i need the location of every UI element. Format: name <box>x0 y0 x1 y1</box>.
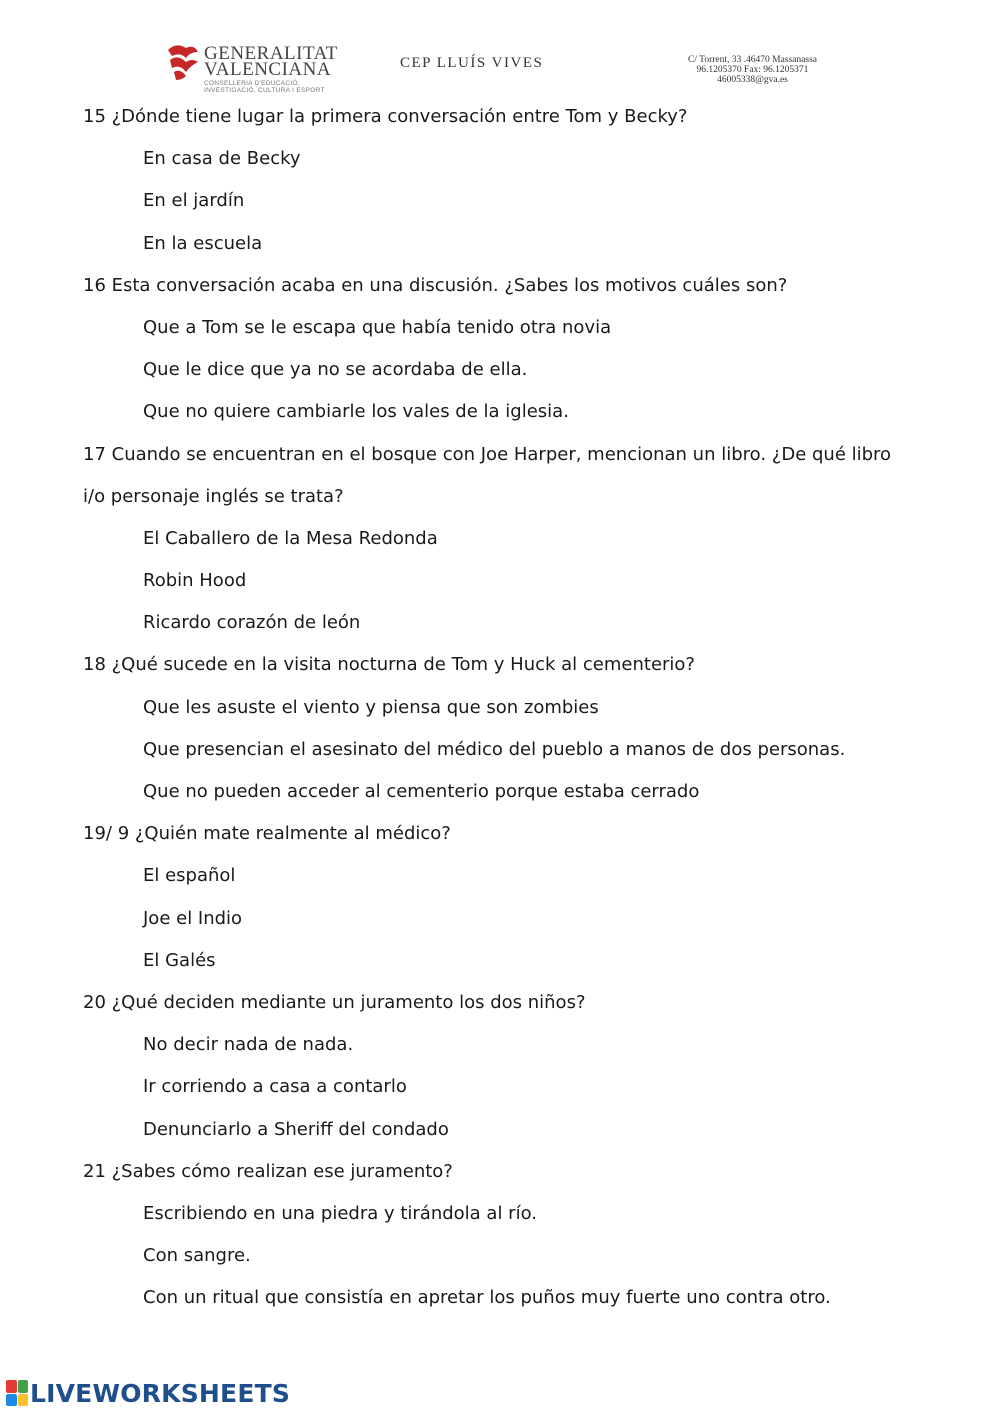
answer-option[interactable]: Que no quiere cambiarle los vales de la iglesia. <box>143 401 569 423</box>
question-20: 20 ¿Qué deciden mediante un juramento los dos niños? <box>83 991 586 1013</box>
answer-option[interactable]: Robin Hood <box>143 570 247 592</box>
answer-option[interactable]: Escribiendo en una piedra y tirándola al río. <box>143 1202 538 1224</box>
address-line: C/ Torrent, 33 .46470 Massanassa <box>688 55 817 65</box>
liveworksheets-footer <box>6 1378 290 1408</box>
generalitat-emblem-icon <box>164 42 202 82</box>
answer-option[interactable]: El Galés <box>143 949 216 971</box>
answer-option[interactable]: Que no pueden acceder al cementerio porque estaba cerrado <box>143 781 700 802</box>
badge-square-icon <box>6 1380 17 1393</box>
phone-line: 96.1205370 Fax: 96.1205371 <box>696 65 809 75</box>
answer-option[interactable]: Ir corriendo a casa a contarlo <box>143 1076 407 1098</box>
logo-sub2: INVESTIGACIÓ, CULTURA I ESPORT <box>204 87 325 94</box>
liveworksheets-logo-icon <box>6 1380 28 1406</box>
answer-option[interactable]: Denunciarlo a Sheriff del condado <box>143 1118 449 1140</box>
answer-option[interactable]: El español <box>143 865 236 887</box>
question-19: 19/ 9 ¿Quién mate realmente al médico? <box>83 823 451 845</box>
answer-option[interactable]: Que les asuste el viento y piensa que son zombies <box>143 696 599 718</box>
logo-sub1: CONSELLERIA D'EDUCACIÓ, <box>204 80 300 87</box>
liveworksheets-brand: LIVEWORKSHEETS <box>30 1378 291 1408</box>
email-line: 46005338@gva.es <box>717 75 788 85</box>
school-name: CEP LLUÍS VIVES <box>400 55 544 71</box>
badge-square-icon <box>18 1394 29 1407</box>
question-17: 17 Cuando se encuentran en el bosque con Joe Harper, mencionan un libro. ¿De qué libro <box>83 443 892 465</box>
answer-option[interactable]: Con sangre. <box>143 1245 251 1267</box>
badge-square-icon <box>18 1380 29 1393</box>
logo-line2: VALENCIANA <box>204 59 332 80</box>
answer-option[interactable]: Que le dice que ya no se acordaba de ella. <box>143 359 528 381</box>
logo-subtitle <box>204 80 325 94</box>
answer-option[interactable]: Joe el Indio <box>143 907 243 929</box>
answer-option[interactable]: No decir nada de nada. <box>143 1034 354 1056</box>
answer-option[interactable]: Con un ritual que consistía en apretar los puños muy fuerte uno contra otro. <box>143 1287 831 1309</box>
generalitat-logo <box>164 40 344 96</box>
question-15: 15 ¿Dónde tiene lugar la primera conversación entre Tom y Becky? <box>83 106 688 127</box>
logo-line1: GENERALITAT <box>204 43 338 64</box>
answer-option[interactable]: En la escuela <box>143 232 263 254</box>
answer-option[interactable]: Ricardo corazón de león <box>143 612 361 634</box>
badge-square-icon <box>6 1394 17 1407</box>
logo-title <box>204 43 338 80</box>
answer-option[interactable]: En el jardín <box>143 190 245 212</box>
questionnaire <box>83 96 963 1319</box>
page-header <box>0 0 1000 100</box>
question-17-continued: i/o personaje inglés se trata? <box>83 485 344 507</box>
answer-option[interactable]: Que a Tom se le escapa que había tenido otra novia <box>143 316 612 338</box>
answer-option[interactable]: En casa de Becky <box>143 148 301 170</box>
school-address <box>660 55 845 85</box>
answer-option[interactable]: Que presencian el asesinato del médico del pueblo a manos de dos personas. <box>143 738 846 760</box>
answer-option[interactable]: El Caballero de la Mesa Redonda <box>143 527 438 549</box>
question-21: 21 ¿Sabes cómo realizan ese juramento? <box>83 1160 453 1182</box>
question-16: 16 Esta conversación acaba en una discusión. ¿Sabes los motivos cuáles son? <box>83 274 788 296</box>
question-18: 18 ¿Qué sucede en la visita nocturna de Tom y Huck al cementerio? <box>83 654 695 676</box>
